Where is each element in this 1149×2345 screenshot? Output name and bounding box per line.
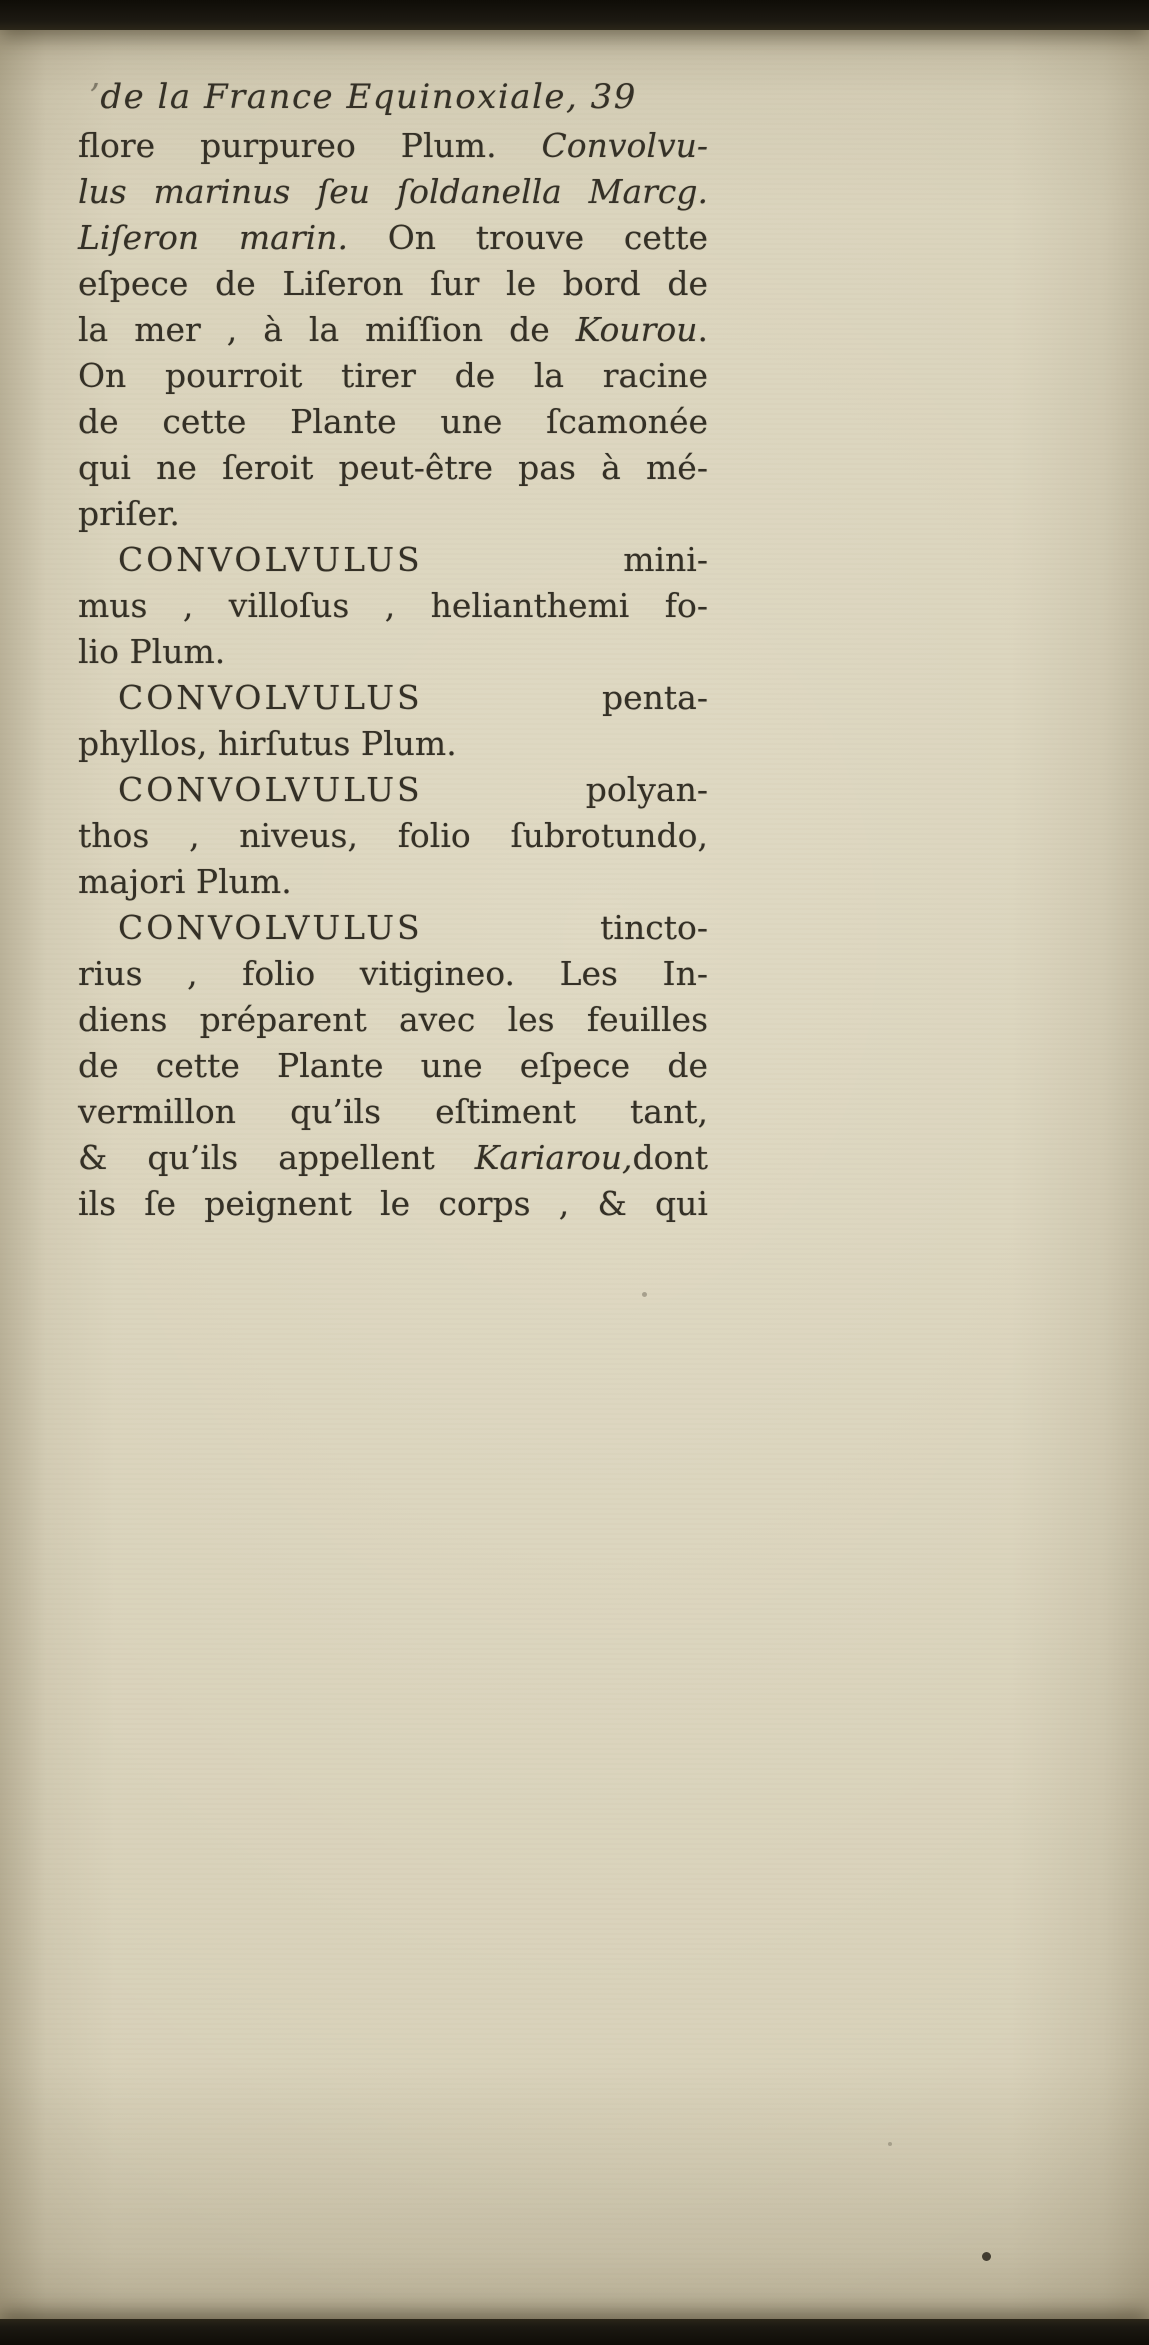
scan-edge-bottom	[0, 2319, 1149, 2345]
text-segment: CONVOLVULUS	[118, 678, 423, 717]
text-segment: eſpece de Liſeron ſur le bord de	[78, 264, 708, 303]
text-segment: rius , folio vitigineo. Les In-	[78, 954, 708, 993]
text-line	[78, 123, 708, 169]
running-header	[78, 74, 708, 120]
text-segment: de la France Equinoxiale,	[100, 77, 591, 117]
text-line	[78, 537, 708, 583]
text-segment: la mer , à la miſſion de	[78, 310, 576, 349]
ink-speck	[642, 1292, 647, 1297]
text-segment: On pourroit tirer de la racine	[78, 356, 708, 395]
text-line	[78, 1043, 708, 1089]
text-segment: Liſeron marin.	[78, 218, 388, 257]
text-line	[78, 1181, 708, 1227]
text-line	[78, 491, 708, 537]
text-segment: priſer.	[78, 494, 180, 533]
text-segment: CONVOLVULUS	[118, 540, 423, 579]
text-segment: 39	[590, 77, 637, 117]
text-segment: mini-	[422, 540, 708, 579]
text-segment: de cette Plante une eſpece de	[78, 1046, 708, 1085]
text-line	[78, 813, 708, 859]
text-segment: tincto-	[422, 908, 708, 947]
ink-speck	[982, 2252, 991, 2261]
ink-speck	[888, 2142, 892, 2146]
text-line	[78, 675, 708, 721]
text-line	[78, 215, 708, 261]
text-line	[78, 353, 708, 399]
text-segment: mus , villoſus , helianthemi fo-	[78, 586, 708, 625]
text-segment: lus marinus ſeu ſoldanella Marcg.	[78, 172, 708, 211]
text-line	[78, 721, 708, 767]
text-segment: lio Plum.	[78, 632, 226, 671]
page-text	[78, 123, 708, 1227]
text-line	[78, 859, 708, 905]
page-text-column	[78, 74, 708, 1227]
text-segment: .	[697, 310, 708, 349]
text-line	[78, 261, 708, 307]
text-segment: CONVOLVULUS	[118, 908, 423, 947]
text-line	[78, 997, 708, 1043]
text-segment: Kariarou,	[474, 1138, 633, 1177]
text-segment: diens préparent avec les feuilles	[78, 1000, 708, 1039]
text-line	[78, 629, 708, 675]
text-segment: phyllos, hirſutus Plum.	[78, 724, 457, 763]
text-segment: ils ſe peignent le corps , & qui	[78, 1184, 708, 1223]
text-segment: CONVOLVULUS	[118, 770, 423, 809]
text-segment: Convolvu-	[541, 126, 708, 165]
text-line	[78, 1135, 708, 1181]
text-segment: On trouve cette	[387, 218, 708, 257]
text-segment: penta-	[422, 678, 708, 717]
text-segment: thos , niveus, folio ſubrotundo,	[78, 816, 708, 855]
text-segment: Kourou	[575, 310, 698, 349]
text-segment: dont	[632, 1138, 708, 1177]
text-line	[78, 399, 708, 445]
text-segment: vermillon qu’ils eſtiment tant,	[78, 1092, 708, 1131]
text-line	[78, 169, 708, 215]
text-segment: majori Plum.	[78, 862, 292, 901]
text-segment: flore purpureo Plum.	[78, 126, 542, 165]
text-segment: qui ne ſeroit peut-être pas à mé-	[78, 448, 708, 487]
text-line	[78, 445, 708, 491]
text-segment: ʼ	[88, 77, 101, 117]
text-segment: de cette Plante une ſcamonée	[78, 402, 708, 441]
text-line	[78, 307, 708, 353]
text-line	[78, 905, 708, 951]
text-line	[78, 951, 708, 997]
text-line	[78, 583, 708, 629]
text-line	[78, 1089, 708, 1135]
scan-edge-top	[0, 0, 1149, 30]
text-segment: polyan-	[422, 770, 708, 809]
text-line	[78, 767, 708, 813]
text-segment: & qu’ils appellent	[78, 1138, 475, 1177]
